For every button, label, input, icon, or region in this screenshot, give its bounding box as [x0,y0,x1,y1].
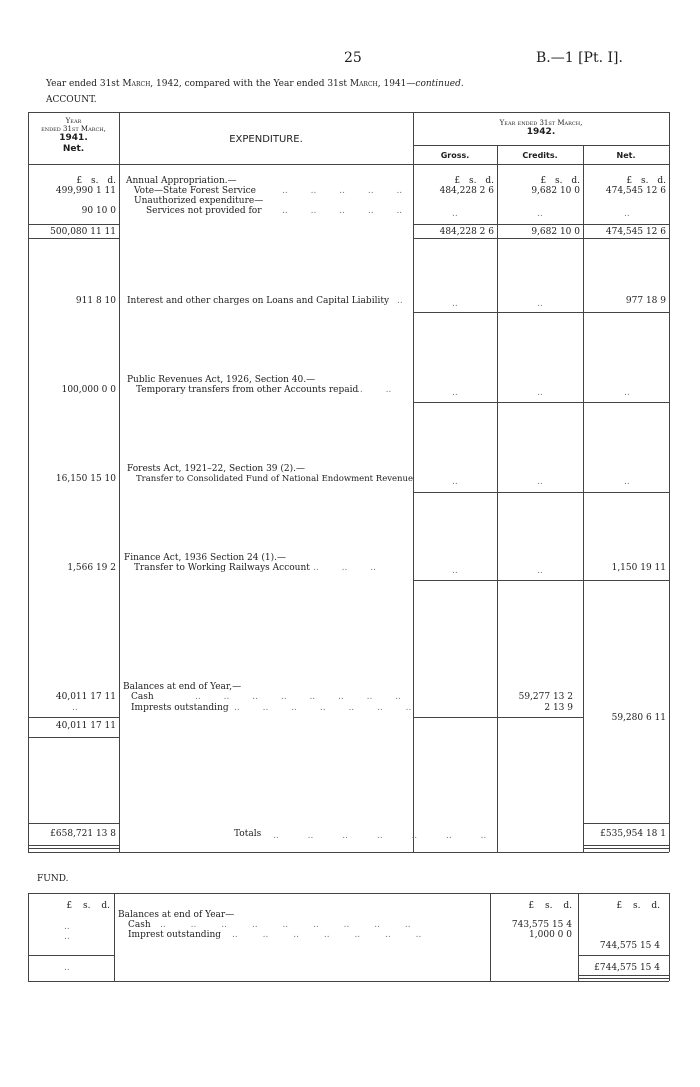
fund-units-right: £ s. d. [616,901,660,911]
section-title-fund: FUND. [37,874,69,884]
row-unauthorized-prev-net: 90 10 0 [81,206,116,216]
row-interest-net: 977 18 9 [625,296,666,306]
header-expenditure: EXPENDITURE. [229,134,303,145]
row-public-revenues-label: Public Revenues Act, 1926, Section 40.— [127,375,316,385]
header-credits: Credits. [522,151,558,160]
row-forests-act-label: Forests Act, 1921–22, Section 39 (2).— [127,464,305,474]
leader-dots: .. [624,209,630,219]
leader-dots: .. .. .. .. .. [282,186,403,196]
fund-units-left: £ s. d. [66,901,110,911]
row-consolidated-fund-label: Transfer to Consolidated Fund of National Endowment Revenue [136,474,414,484]
leader-dots: .. [452,209,458,219]
leader-dots: .. [64,963,70,973]
subtotal-gross: 484,228 2 6 [439,227,494,237]
header-year-1942: Year ended 31st March, 1942. [499,119,583,137]
subtotal-prev-net: 500,080 11 11 [50,227,116,237]
row-imprests-label: Imprests outstanding [131,703,229,713]
leader-dots: .. .. .. .. .. [282,206,403,216]
leader-dots: .. [452,566,458,576]
section-title-account: ACCOUNT. [46,95,97,105]
leader-dots: .. .. .. .. .. .. .. .. [195,692,401,702]
leader-dots: .. [64,932,70,942]
row-unauthorized-label: Unauthorized expenditure— [134,196,264,206]
leader-dots: .. [397,296,403,306]
leader-dots: .. .. .. [313,563,376,573]
leader-dots: .. .. [357,385,392,395]
totals-net: £535,954 18 1 [600,829,666,839]
leader-dots: .. [452,477,458,487]
row-finance-act-label: Finance Act, 1936 Section 24 (1).— [124,553,286,563]
row-annual-appropriation-label: Annual Appropriation.— [126,176,237,186]
leader-dots: .. [537,566,543,576]
leader-dots: .. [624,477,630,487]
page-number: 25 [344,50,362,66]
row-cash-label: Cash [131,692,154,702]
leader-dots: .. [537,388,543,398]
row-vote-label: Vote—State Forest Service [134,186,257,196]
fund-cash-value: 743,575 15 4 [511,920,572,930]
fund-cash-label: Cash [128,920,151,930]
leader-dots: .. .. .. .. .. .. .. .. .. [160,920,411,930]
document-reference: B.—1 [Pt. I]. [536,50,623,66]
row-interest-prev-net: 911 8 10 [75,296,116,306]
leader-dots: .. .. .. .. .. .. .. [232,930,422,940]
units-credits: £ s. d. [540,176,580,186]
subtotal-net: 474,545 12 6 [605,227,666,237]
row-balances-label: Balances at end of Year,— [123,682,242,692]
fund-total: £744,575 15 4 [594,963,660,973]
units-net: £ s. d. [626,176,666,186]
subtotal-credits: 9,682 10 0 [531,227,580,237]
row-balances-net: 59,280 6 11 [611,713,666,723]
fund-imprest-label: Imprest outstanding [128,930,222,940]
row-cash-credits: 59,277 13 2 [518,692,573,702]
row-temporary-transfers-label: Temporary transfers from other Accounts repaid [136,385,359,395]
row-vote-net: 474,545 12 6 [605,186,666,196]
row-vote-gross: 484,228 2 6 [439,186,494,196]
row-forests-act-prev-net: 16,150 15 10 [55,474,116,484]
leader-dots: .. .. .. .. .. .. .. [273,831,487,841]
header-net: Net. [616,151,636,160]
units-gross: £ s. d. [454,176,494,186]
leader-dots: .. .. .. .. .. .. .. [234,703,412,713]
totals-prev-net: £658,721 13 8 [50,829,116,839]
row-finance-act-prev-net: 1,566 19 2 [67,563,116,573]
row-imprests-credits: 2 13 9 [544,703,573,713]
fund-subtotal: 744,575 15 4 [599,941,660,951]
row-balances-prev-net: 40,011 17 11 [55,692,116,702]
units-prev: £ s. d. [76,176,116,186]
row-vote-credits: 9,682 10 0 [531,186,580,196]
row-public-revenues-prev-net: 100,000 0 0 [61,385,116,395]
leader-dots: .. [537,299,543,309]
row-balances-prev-subtotal: 40,011 17 11 [55,721,116,731]
leader-dots: .. [537,477,543,487]
fund-units-mid: £ s. d. [528,901,572,911]
row-services-label: Services not provided for [146,206,262,216]
header-prev-year: Year ended 31st March, 1941. Net. [41,117,106,154]
leader-dots: .. [72,703,78,713]
page-subtitle: Year ended 31st March, 1942, compared with the Year ended 31st March, 1941—continued. [46,79,464,89]
leader-dots: .. [452,388,458,398]
leader-dots: .. [537,209,543,219]
leader-dots: .. [624,388,630,398]
leader-dots: .. [64,922,70,932]
row-vote-prev-net: 499,990 1 11 [55,186,116,196]
row-finance-act-net: 1,150 19 11 [611,563,666,573]
fund-balances-label: Balances at end of Year— [118,910,235,920]
leader-dots: .. [452,299,458,309]
fund-imprest-value: 1,000 0 0 [529,930,572,940]
row-working-railways-label: Transfer to Working Railways Account [134,563,310,573]
row-interest-label: Interest and other charges on Loans and Capital Liability [127,296,390,306]
header-gross: Gross. [440,151,470,160]
totals-label: Totals [234,829,262,839]
